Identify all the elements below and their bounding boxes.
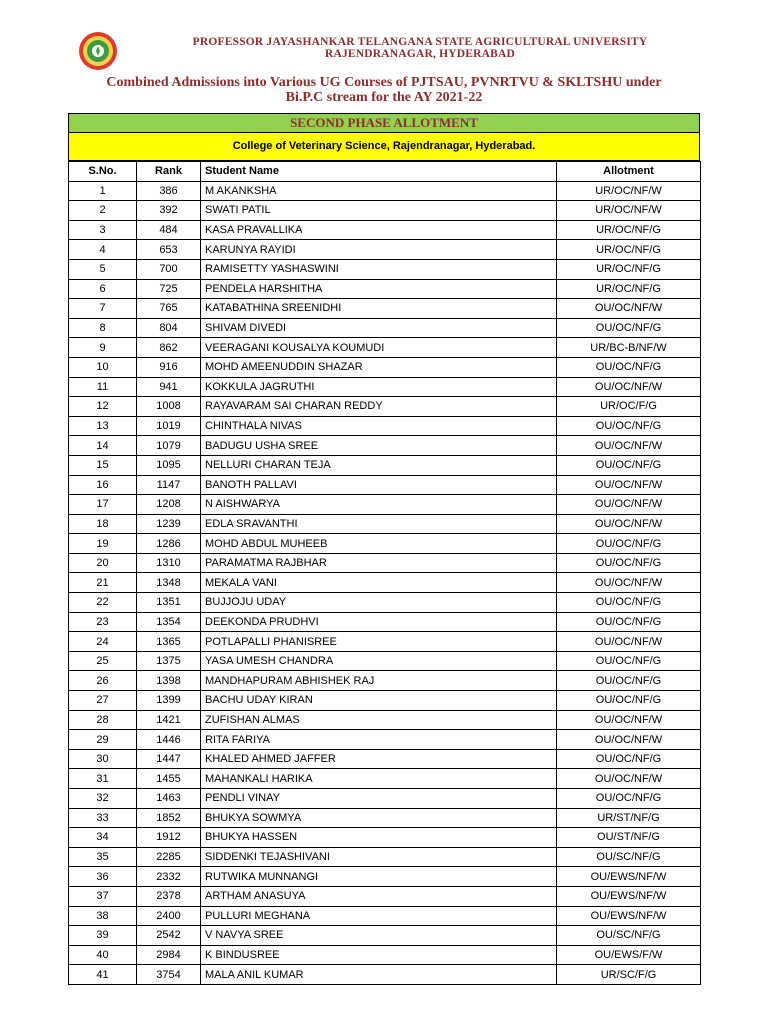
cell-rank: 386 [137, 181, 201, 201]
cell-student-name: KHALED AHMED JAFFER [201, 749, 557, 769]
table-row [69, 906, 701, 926]
cell-student-name: MOHD AMEENUDDIN SHAZAR [201, 357, 557, 377]
cell-allotment: UR/BC-B/NF/W [557, 338, 701, 358]
cell-rank: 1421 [137, 710, 201, 730]
table-row [69, 573, 701, 593]
table-row [69, 475, 701, 495]
cell-sno: 4 [69, 240, 137, 260]
cell-student-name: MAHANKALI HARIKA [201, 769, 557, 789]
cell-student-name: POTLAPALLI PHANISREE [201, 632, 557, 652]
table-row [69, 299, 701, 319]
cell-allotment: UR/OC/NF/G [557, 240, 701, 260]
column-header-allotment: Allotment [557, 162, 701, 182]
cell-rank: 1398 [137, 671, 201, 691]
college-label: College of Veterinary Science, Rajendranagar, Hyderabad. [68, 133, 700, 161]
cell-allotment: OU/OC/NF/G [557, 749, 701, 769]
document-header [0, 28, 768, 108]
cell-sno: 39 [69, 926, 137, 946]
table-row [69, 416, 701, 436]
table-row [69, 671, 701, 691]
cell-sno: 3 [69, 220, 137, 240]
cell-sno: 40 [69, 945, 137, 965]
cell-student-name: BUJJOJU UDAY [201, 593, 557, 613]
cell-student-name: MOHD ABDUL MUHEEB [201, 534, 557, 554]
cell-sno: 34 [69, 828, 137, 848]
cell-sno: 8 [69, 318, 137, 338]
cell-allotment: OU/OC/NF/W [557, 710, 701, 730]
cell-allotment: OU/EWS/NF/W [557, 867, 701, 887]
cell-sno: 10 [69, 357, 137, 377]
cell-student-name: KATABATHINA SREENIDHI [201, 299, 557, 319]
cell-sno: 9 [69, 338, 137, 358]
cell-sno: 41 [69, 965, 137, 985]
table-row [69, 318, 701, 338]
table-row [69, 514, 701, 534]
table-row [69, 357, 701, 377]
cell-student-name: BADUGU USHA SREE [201, 436, 557, 456]
cell-allotment: OU/OC/NF/W [557, 632, 701, 652]
cell-allotment: OU/OC/NF/G [557, 357, 701, 377]
cell-student-name: N AISHWARYA [201, 495, 557, 515]
cell-sno: 5 [69, 259, 137, 279]
cell-allotment: UR/OC/NF/G [557, 220, 701, 240]
cell-student-name: V NAVYA SREE [201, 926, 557, 946]
table-row [69, 553, 701, 573]
table-row [69, 847, 701, 867]
table-row [69, 828, 701, 848]
cell-allotment: OU/OC/NF/G [557, 534, 701, 554]
cell-rank: 484 [137, 220, 201, 240]
table-row [69, 867, 701, 887]
cell-student-name: ZUFISHAN ALMAS [201, 710, 557, 730]
cell-allotment: OU/OC/NF/G [557, 593, 701, 613]
cell-rank: 804 [137, 318, 201, 338]
cell-student-name: DEEKONDA PRUDHVI [201, 612, 557, 632]
column-header-rank: Rank [137, 162, 201, 182]
cell-student-name: RUTWIKA MUNNANGI [201, 867, 557, 887]
cell-student-name: PENDELA HARSHITHA [201, 279, 557, 299]
table-row [69, 749, 701, 769]
cell-allotment: OU/EWS/F/W [557, 945, 701, 965]
title-line-1: Combined Admissions into Various UG Courses of PJTSAU, PVNRTVU & SKLTSHU under [106, 75, 662, 90]
cell-rank: 700 [137, 259, 201, 279]
cell-student-name: BANOTH PALLAVI [201, 475, 557, 495]
cell-sno: 19 [69, 534, 137, 554]
column-header-name: Student Name [201, 162, 557, 182]
title-line-2: Bi.P.C stream for the AY 2021-22 [285, 90, 483, 105]
cell-sno: 31 [69, 769, 137, 789]
table-row [69, 397, 701, 417]
table-row [69, 338, 701, 358]
cell-sno: 14 [69, 436, 137, 456]
table-row [69, 651, 701, 671]
cell-sno: 35 [69, 847, 137, 867]
cell-student-name: MANDHAPURAM ABHISHEK RAJ [201, 671, 557, 691]
table-row [69, 240, 701, 260]
cell-sno: 37 [69, 886, 137, 906]
cell-sno: 33 [69, 808, 137, 828]
cell-rank: 2285 [137, 847, 201, 867]
table-row [69, 808, 701, 828]
cell-sno: 36 [69, 867, 137, 887]
cell-allotment: UR/OC/NF/W [557, 201, 701, 221]
cell-allotment: OU/ST/NF/G [557, 828, 701, 848]
university-line-1: PROFESSOR JAYASHANKAR TELANGANA STATE AGRICULTURAL UNIVERSITY [192, 36, 648, 48]
cell-allotment: UR/OC/F/G [557, 397, 701, 417]
cell-allotment: OU/OC/NF/G [557, 553, 701, 573]
table-row [69, 789, 701, 809]
table-row [69, 691, 701, 711]
cell-sno: 38 [69, 906, 137, 926]
cell-rank: 1095 [137, 455, 201, 475]
cell-student-name: NELLURI CHARAN TEJA [201, 455, 557, 475]
cell-allotment: OU/SC/NF/G [557, 926, 701, 946]
table-row [69, 455, 701, 475]
university-line-2: RAJENDRANAGAR, HYDERABAD [324, 48, 516, 60]
cell-rank: 2984 [137, 945, 201, 965]
cell-sno: 2 [69, 201, 137, 221]
document-title [40, 75, 728, 105]
cell-allotment: OU/OC/NF/G [557, 691, 701, 711]
cell-rank: 1354 [137, 612, 201, 632]
cell-student-name: KARUNYA RAYIDI [201, 240, 557, 260]
cell-student-name: M AKANKSHA [201, 181, 557, 201]
cell-student-name: EDLA SRAVANTHI [201, 514, 557, 534]
table-row [69, 965, 701, 985]
cell-sno: 1 [69, 181, 137, 201]
cell-rank: 1912 [137, 828, 201, 848]
cell-student-name: BACHU UDAY KIRAN [201, 691, 557, 711]
cell-rank: 1446 [137, 730, 201, 750]
cell-rank: 2378 [137, 886, 201, 906]
cell-allotment: OU/SC/NF/G [557, 847, 701, 867]
cell-rank: 1399 [137, 691, 201, 711]
allotment-table-container [68, 113, 700, 985]
allotment-table [68, 161, 701, 985]
cell-student-name: MEKALA VANI [201, 573, 557, 593]
cell-sno: 32 [69, 789, 137, 809]
cell-rank: 1008 [137, 397, 201, 417]
table-row [69, 945, 701, 965]
cell-allotment: OU/OC/NF/G [557, 318, 701, 338]
cell-student-name: VEERAGANI KOUSALYA KOUMUDI [201, 338, 557, 358]
cell-student-name: KASA PRAVALLIKA [201, 220, 557, 240]
cell-rank: 1463 [137, 789, 201, 809]
cell-sno: 24 [69, 632, 137, 652]
cell-allotment: UR/OC/NF/W [557, 181, 701, 201]
cell-allotment: OU/OC/NF/W [557, 730, 701, 750]
cell-rank: 3754 [137, 965, 201, 985]
cell-allotment: OU/OC/NF/W [557, 769, 701, 789]
cell-student-name: YASA UMESH CHANDRA [201, 651, 557, 671]
cell-rank: 1239 [137, 514, 201, 534]
table-row [69, 377, 701, 397]
cell-allotment: UR/OC/NF/G [557, 279, 701, 299]
table-row [69, 632, 701, 652]
cell-rank: 1286 [137, 534, 201, 554]
cell-allotment: OU/OC/NF/W [557, 475, 701, 495]
cell-student-name: RITA FARIYA [201, 730, 557, 750]
cell-student-name: CHINTHALA NIVAS [201, 416, 557, 436]
cell-allotment: OU/OC/NF/G [557, 651, 701, 671]
cell-allotment: OU/OC/NF/W [557, 377, 701, 397]
university-name [140, 36, 700, 60]
cell-rank: 916 [137, 357, 201, 377]
cell-rank: 1351 [137, 593, 201, 613]
cell-allotment: OU/OC/NF/G [557, 416, 701, 436]
cell-rank: 1019 [137, 416, 201, 436]
cell-rank: 1147 [137, 475, 201, 495]
cell-allotment: OU/OC/NF/W [557, 299, 701, 319]
table-row [69, 769, 701, 789]
cell-sno: 13 [69, 416, 137, 436]
cell-student-name: PULLURI MEGHANA [201, 906, 557, 926]
cell-allotment: OU/OC/NF/G [557, 455, 701, 475]
cell-rank: 1365 [137, 632, 201, 652]
table-row [69, 612, 701, 632]
table-row [69, 259, 701, 279]
cell-sno: 22 [69, 593, 137, 613]
table-row [69, 534, 701, 554]
cell-sno: 29 [69, 730, 137, 750]
table-row [69, 710, 701, 730]
cell-allotment: OU/OC/NF/W [557, 573, 701, 593]
cell-allotment: UR/OC/NF/G [557, 259, 701, 279]
cell-allotment: OU/OC/NF/W [557, 495, 701, 515]
cell-allotment: OU/OC/NF/G [557, 789, 701, 809]
cell-sno: 6 [69, 279, 137, 299]
cell-student-name: RAMISETTY YASHASWINI [201, 259, 557, 279]
cell-rank: 1375 [137, 651, 201, 671]
table-row [69, 926, 701, 946]
cell-student-name: ARTHAM ANASUYA [201, 886, 557, 906]
cell-rank: 1455 [137, 769, 201, 789]
cell-student-name: RAYAVARAM SAI CHARAN REDDY [201, 397, 557, 417]
table-row [69, 201, 701, 221]
cell-rank: 765 [137, 299, 201, 319]
cell-rank: 725 [137, 279, 201, 299]
cell-sno: 23 [69, 612, 137, 632]
cell-sno: 16 [69, 475, 137, 495]
university-seal-icon [78, 31, 118, 71]
cell-student-name: SIDDENKI TEJASHIVANI [201, 847, 557, 867]
cell-rank: 2332 [137, 867, 201, 887]
cell-student-name: PENDLI VINAY [201, 789, 557, 809]
cell-sno: 30 [69, 749, 137, 769]
cell-student-name: KOKKULA JAGRUTHI [201, 377, 557, 397]
cell-allotment: UR/ST/NF/G [557, 808, 701, 828]
cell-sno: 18 [69, 514, 137, 534]
table-row [69, 886, 701, 906]
cell-allotment: OU/OC/NF/W [557, 436, 701, 456]
cell-sno: 20 [69, 553, 137, 573]
cell-allotment: OU/EWS/NF/W [557, 886, 701, 906]
cell-allotment: OU/OC/NF/G [557, 671, 701, 691]
cell-student-name: PARAMATMA RAJBHAR [201, 553, 557, 573]
table-row [69, 220, 701, 240]
table-header-row [69, 162, 701, 182]
cell-allotment: OU/EWS/NF/W [557, 906, 701, 926]
cell-rank: 1348 [137, 573, 201, 593]
cell-rank: 392 [137, 201, 201, 221]
cell-allotment: OU/OC/NF/G [557, 612, 701, 632]
cell-rank: 1079 [137, 436, 201, 456]
cell-sno: 27 [69, 691, 137, 711]
table-row [69, 436, 701, 456]
cell-student-name: MALA ANIL KUMAR [201, 965, 557, 985]
cell-rank: 1852 [137, 808, 201, 828]
cell-sno: 21 [69, 573, 137, 593]
table-row [69, 279, 701, 299]
cell-rank: 1447 [137, 749, 201, 769]
cell-sno: 28 [69, 710, 137, 730]
cell-sno: 15 [69, 455, 137, 475]
cell-rank: 2400 [137, 906, 201, 926]
table-row [69, 593, 701, 613]
column-header-sno: S.No. [69, 162, 137, 182]
cell-rank: 862 [137, 338, 201, 358]
cell-sno: 11 [69, 377, 137, 397]
cell-allotment: UR/SC/F/G [557, 965, 701, 985]
table-row [69, 730, 701, 750]
cell-sno: 26 [69, 671, 137, 691]
cell-student-name: K BINDUSREE [201, 945, 557, 965]
table-row [69, 495, 701, 515]
cell-sno: 12 [69, 397, 137, 417]
cell-sno: 7 [69, 299, 137, 319]
table-row [69, 181, 701, 201]
cell-rank: 2542 [137, 926, 201, 946]
cell-sno: 17 [69, 495, 137, 515]
cell-rank: 941 [137, 377, 201, 397]
cell-student-name: BHUKYA HASSEN [201, 828, 557, 848]
table-body [69, 181, 701, 984]
cell-allotment: OU/OC/NF/W [557, 514, 701, 534]
cell-rank: 1208 [137, 495, 201, 515]
phase-label: SECOND PHASE ALLOTMENT [68, 113, 700, 133]
cell-student-name: SHIVAM DIVEDI [201, 318, 557, 338]
cell-rank: 1310 [137, 553, 201, 573]
cell-student-name: SWATI PATIL [201, 201, 557, 221]
cell-sno: 25 [69, 651, 137, 671]
cell-student-name: BHUKYA SOWMYA [201, 808, 557, 828]
cell-rank: 653 [137, 240, 201, 260]
